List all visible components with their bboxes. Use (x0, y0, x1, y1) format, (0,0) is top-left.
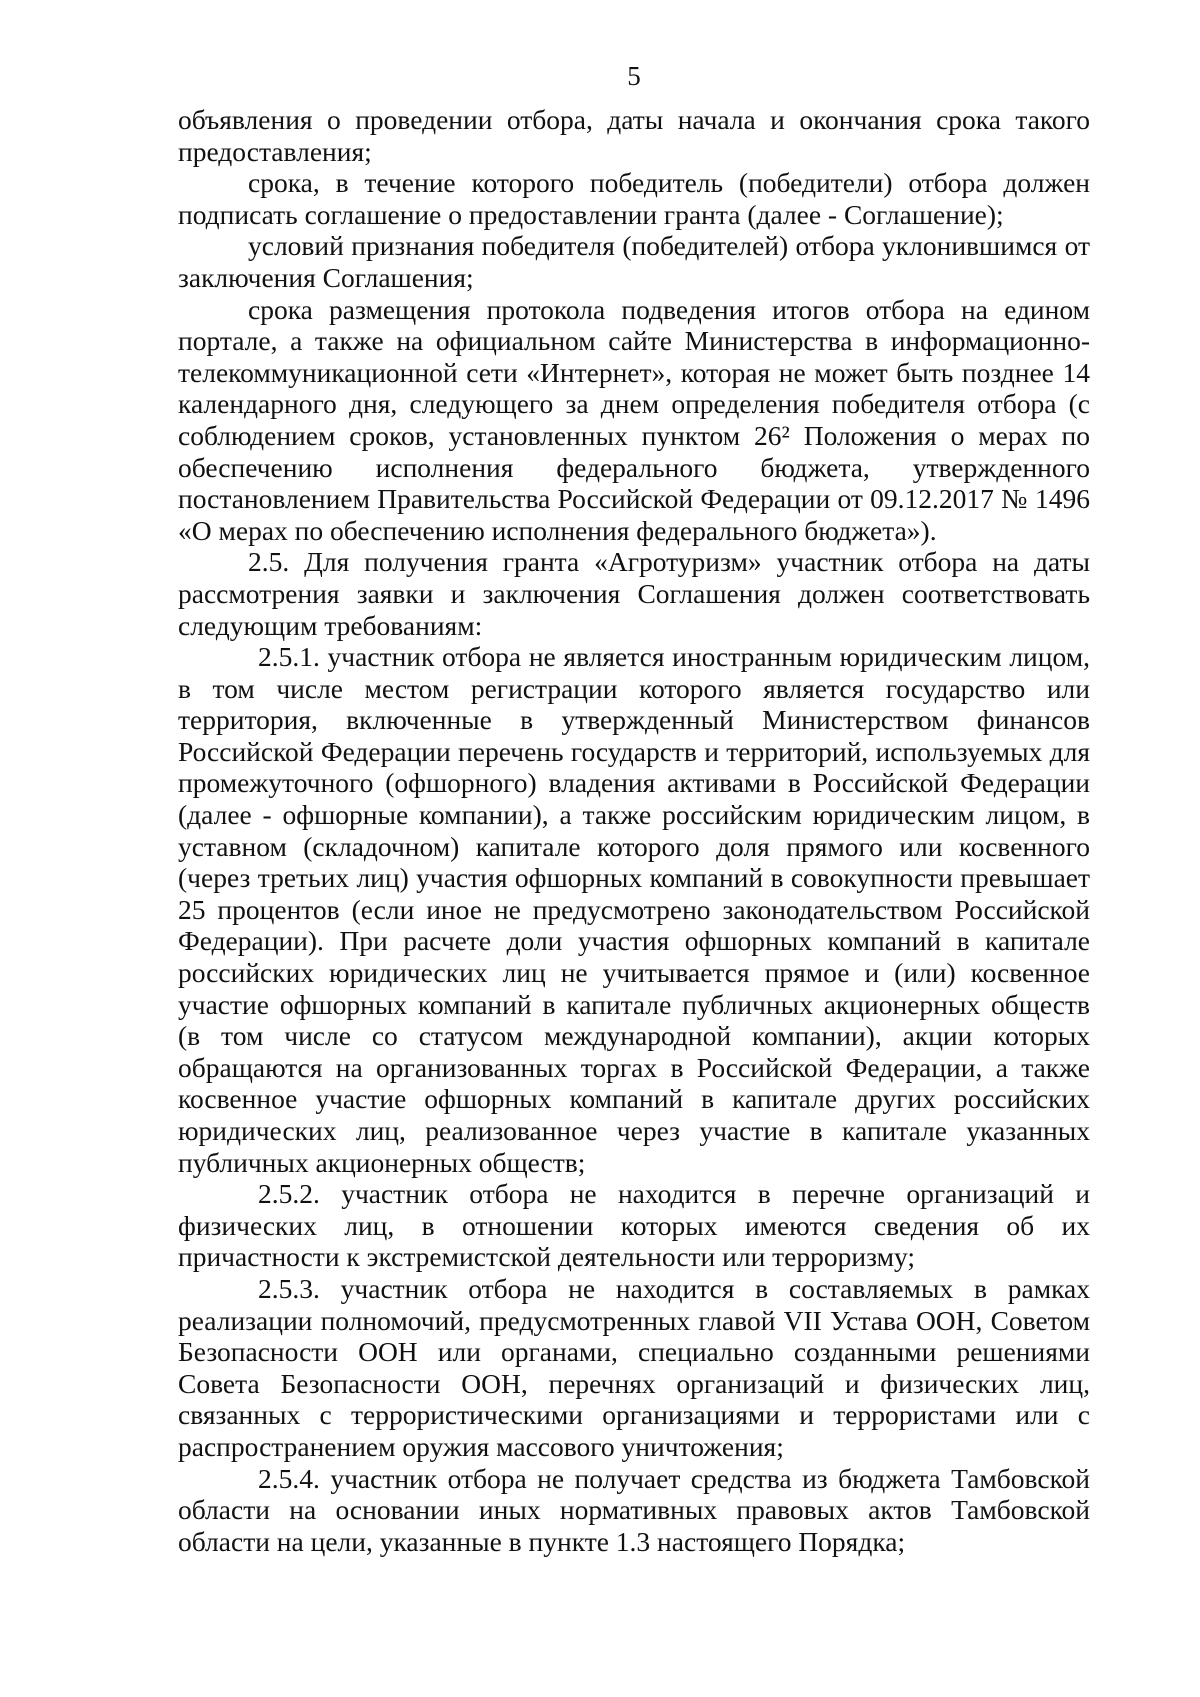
paragraph-2-5-4: 2.5.4. участник отбора не получает средства из бюджета Тамбовской области на основании иных нормативных правовых актов Тамбовской области на цели, указанные в пункте 1.3 настоящего Порядка; (178, 1462, 1090, 1557)
paragraph-evasion-conditions: условий признания победителя (победителей) отбора уклонившимся от заключения Соглашения; (178, 230, 1090, 293)
paragraph-2-5-requirements: 2.5. Для получения гранта «Агротуризм» участник отбора на даты рассмотрения заявки и заключения Соглашения должен соответствовать следующим требованиям: (178, 546, 1090, 641)
paragraph-selection-announcement: объявления о проведении отбора, даты начала и окончания срока такого предоставления; (178, 104, 1090, 167)
paragraph-signing-term: срока, в течение которого победитель (победители) отбора должен подписать соглашение о предоставлении гранта (далее - Соглашение); (178, 167, 1090, 230)
paragraph-2-5-3: 2.5.3. участник отбора не находится в составляемых в рамках реализации полномочий, предусмотренных главой VII Устава ООН, Советом Безопасности ООН или органами, специально созданными решениями Совета Безопасности ООН, перечнях организаций и физических лиц, связанных с террористическими организациями и террористами или с распространением оружия массового уничтожения; (178, 1272, 1090, 1462)
paragraph-2-5-1: 2.5.1. участник отбора не является иностранным юридическим лицом, в том числе местом регистрации которого является государство или территория, включенные в утвержденный Министерством финансов Российской Федерации перечень государств и территорий, используемых для промежуточного (офшорного) владения активами в Российской Федерации (далее - офшорные компании), а также российским юридическим лицом, в уставном (складочном) капитале которого доля прямого или косвенного (через третьих лиц) участия офшорных компаний в совокупности превышает 25 процентов (если иное не предусмотрено законодательством Российской Федерации). При расчете доли участия офшорных компаний в капитале российских юридических лиц не учитывается прямое и (или) косвенное участие офшорных компаний в капитале публичных акционерных обществ (в том числе со статусом международной компании), акции которых обращаются на организованных торгах в Российской Федерации, а также косвенное участие офшорных компаний в капитале других российских юридических лиц, реализованное через участие в капитале указанных публичных акционерных обществ; (178, 641, 1090, 1178)
page-number: 5 (627, 61, 641, 91)
paragraph-protocol-term: срока размещения протокола подведения итогов отбора на едином портале, а также на официальном сайте Министерства в информационно-телекоммуникационной сети «Интернет», которая не может быть позднее 14 календарного дня, следующего за днем определения победителя отбора (с соблюдением сроков, установленных пунктом 26² Положения о мерах по обеспечению исполнения федерального бюджета, утвержденного постановлением Правительства Российской Федерации от 09.12.2017 № 1496 «О мерах по обеспечению исполнения федерального бюджета»). (178, 293, 1090, 546)
paragraph-2-5-2: 2.5.2. участник отбора не находится в перечне организаций и физических лиц, в отношении которых имеются сведения об их причастности к экстремистской деятельности или терроризму; (178, 1178, 1090, 1273)
